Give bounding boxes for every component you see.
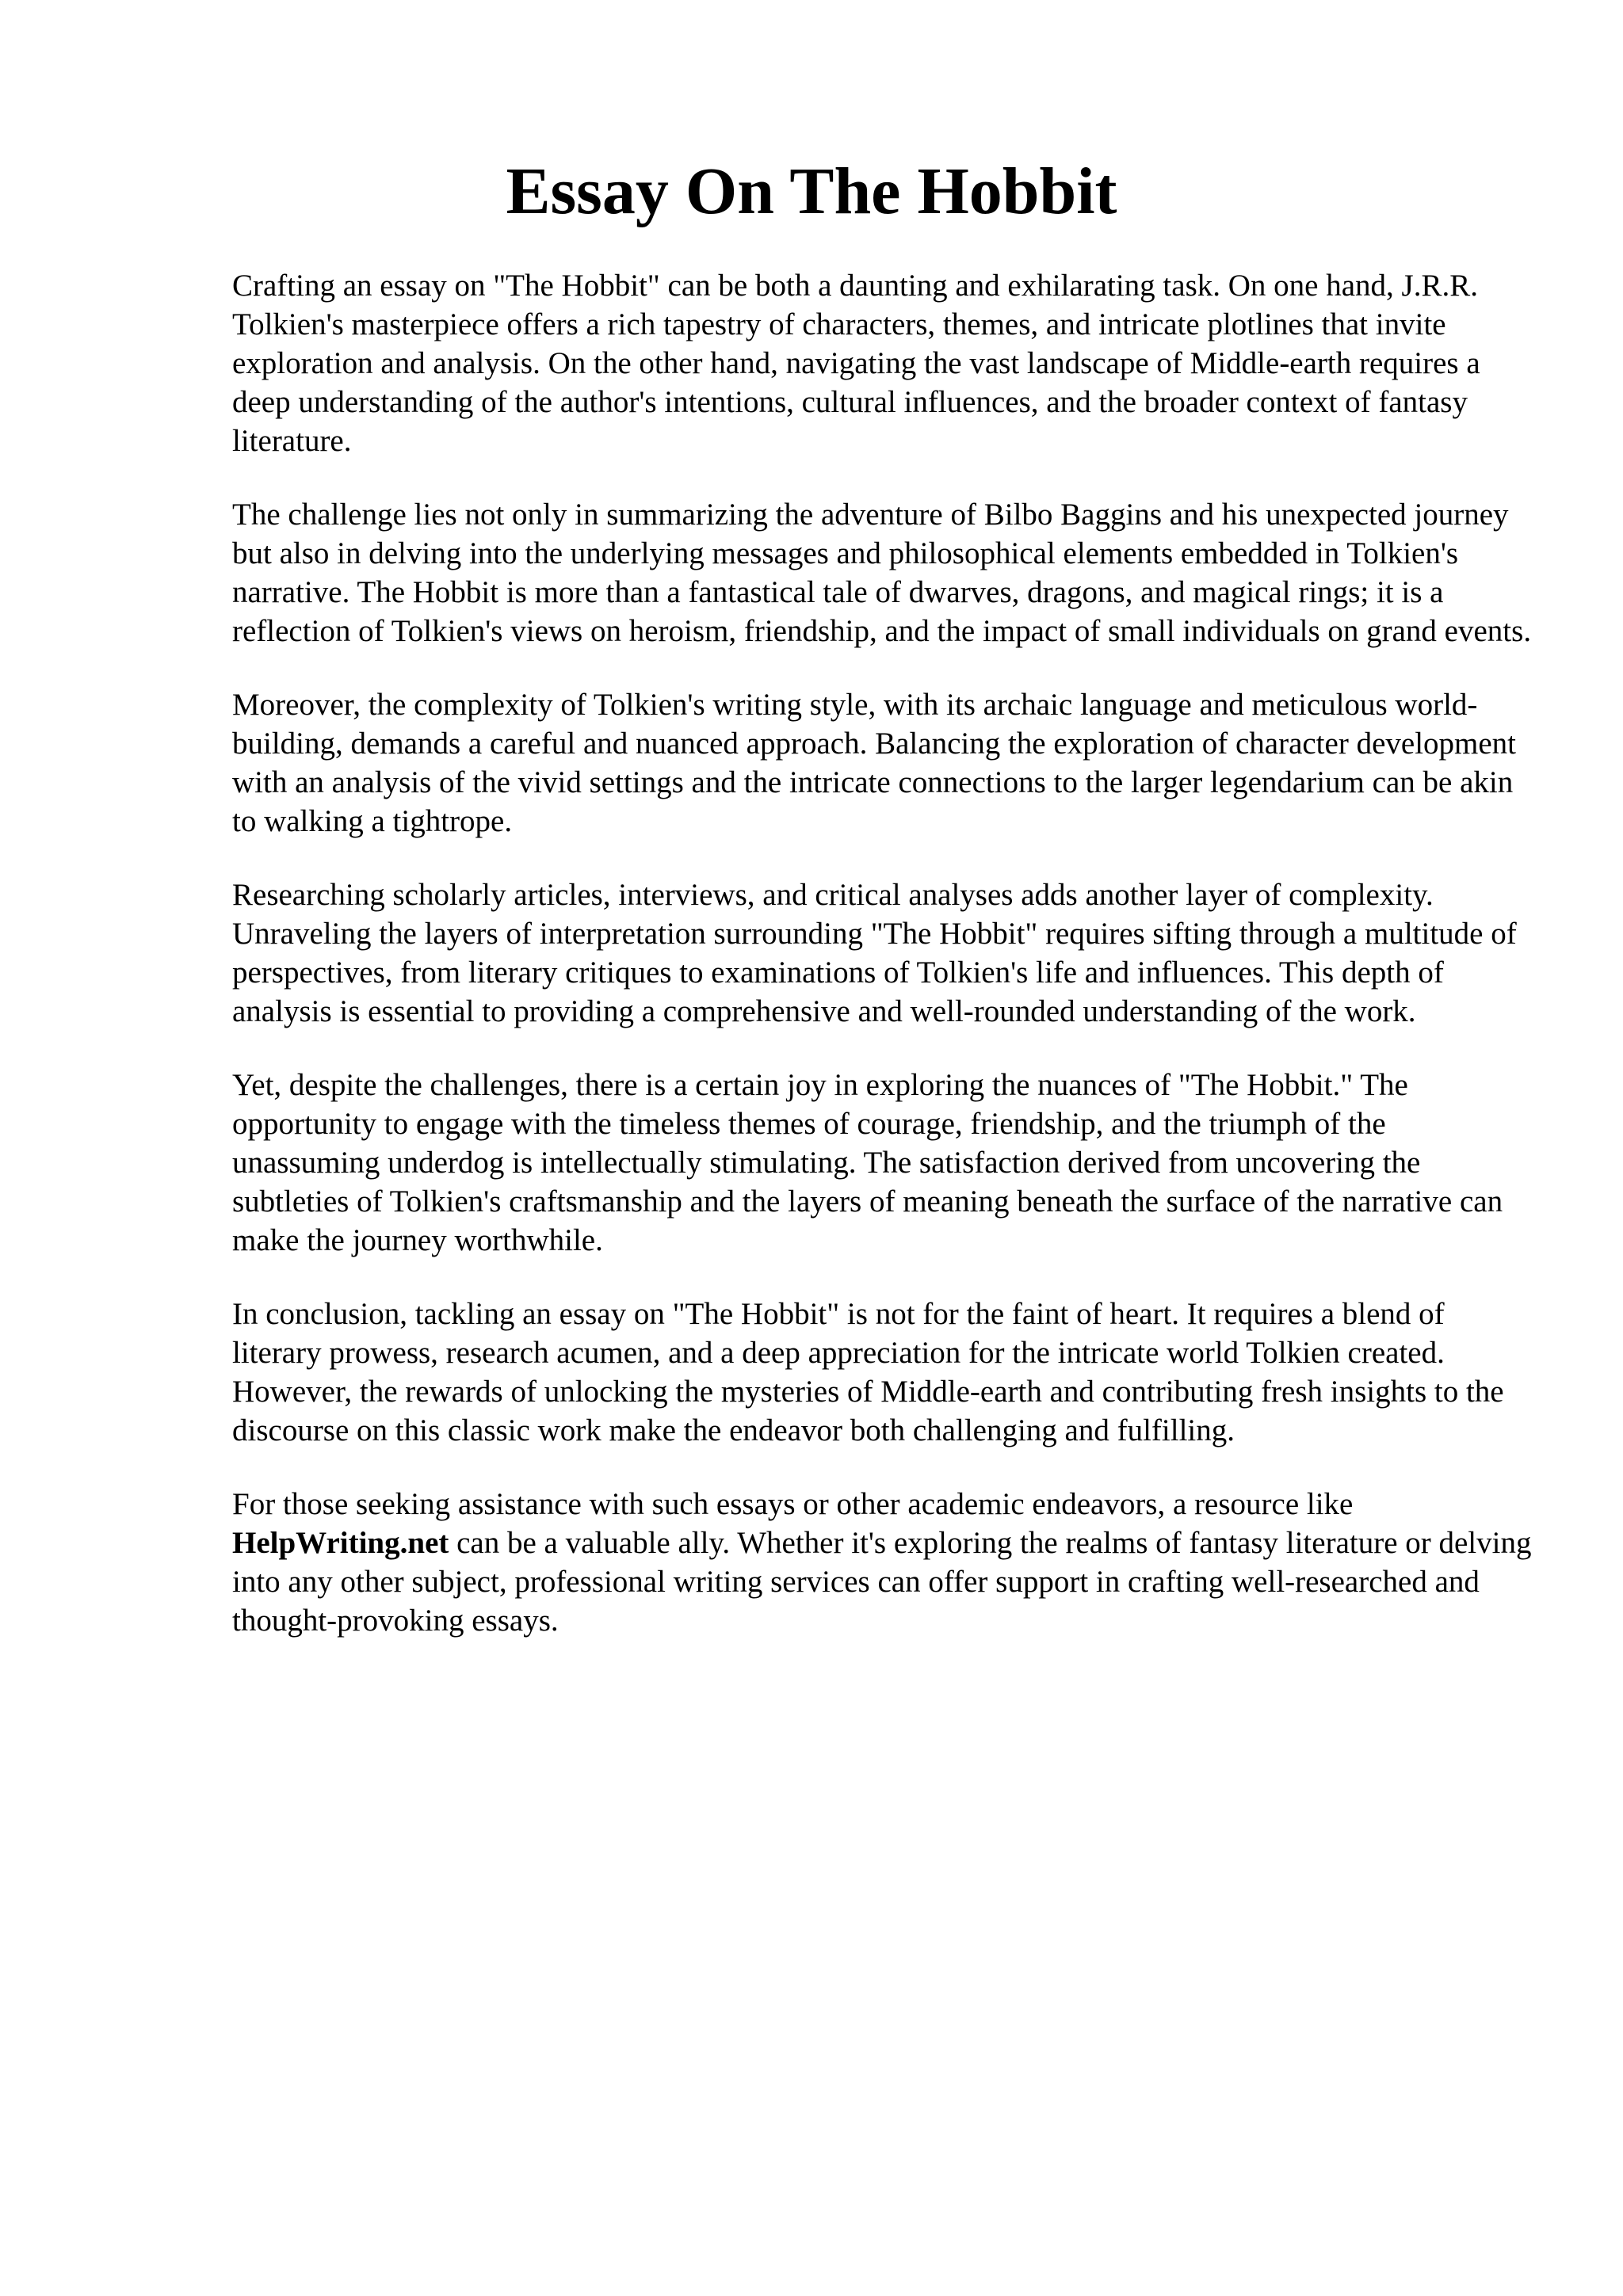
helpwriting-brand-name: HelpWriting.net bbox=[232, 1526, 449, 1560]
paragraph-1: Crafting an essay on "The Hobbit" can be both a daunting and exhilarating task. On one hand, J.R.R. Tolkien's masterpiece offers a rich tapestry of characters, themes, and intricate plotlines that invite exploration and analysis. On the other hand, navigating the vast landscape of Middle-earth requires a deep understanding of the author's intentions, cultural influences, and the broader context of fantasy literature. bbox=[232, 269, 1480, 458]
paragraph-3: Moreover, the complexity of Tolkien's writing style, with its archaic language and meticulous world-building, demands a careful and nuanced approach. Balancing the exploration of character development with an analysis of the vivid settings and the intricate connections to the larger legendarium can be akin to walking a tightrope. bbox=[232, 688, 1517, 838]
paragraph-closing bbox=[232, 1485, 1532, 1640]
document-body bbox=[232, 266, 1532, 1675]
document-title: Essay On The Hobbit bbox=[506, 154, 1117, 228]
closing-text-before: For those seeking assistance with such essays or other academic endeavors, a resource like bbox=[232, 1487, 1354, 1521]
paragraph-6: In conclusion, tackling an essay on "The Hobbit" is not for the faint of heart. It requires a blend of literary prowess, research acumen, and a deep appreciation for the intricate world Tolkien created. However, the rewards of unlocking the mysteries of Middle-earth and contributing fresh insights to the discourse on this classic work make the endeavor both challenging and fulfilling. bbox=[232, 1297, 1504, 1447]
paragraph-4: Researching scholarly articles, interviews, and critical analyses adds another layer of complexity. Unraveling the layers of interpretation surrounding "The Hobbit" requires sifting through a multitude of perspectives, from literary critiques to examinations of Tolkien's life and influences. This depth of analysis is essential to providing a comprehensive and well-rounded understanding of the work. bbox=[232, 878, 1517, 1028]
paragraph-5: Yet, despite the challenges, there is a certain joy in exploring the nuances of "The Hobbit." The opportunity to engage with the timeless themes of courage, friendship, and the triumph of the unassuming underdog is intellectually stimulating. The satisfaction derived from uncovering the subtleties of Tolkien's craftsmanship and the layers of meaning beneath the surface of the narrative can make the journey worthwhile. bbox=[232, 1068, 1503, 1257]
paragraph-2: The challenge lies not only in summarizing the adventure of Bilbo Baggins and his unexpected journey but also in delving into the underlying messages and philosophical elements embedded in Tolkien's narrative. The Hobbit is more than a fantastical tale of dwarves, dragons, and magical rings; it is a reflection of Tolkien's views on heroism, friendship, and the impact of small individuals on grand events. bbox=[232, 498, 1532, 648]
closing-text-after: can be a valuable ally. Whether it's exploring the realms of fantasy literature or delving into any other subject, professional writing services can offer support in crafting well-researched and thought-provoking essays. bbox=[232, 1526, 1532, 1638]
